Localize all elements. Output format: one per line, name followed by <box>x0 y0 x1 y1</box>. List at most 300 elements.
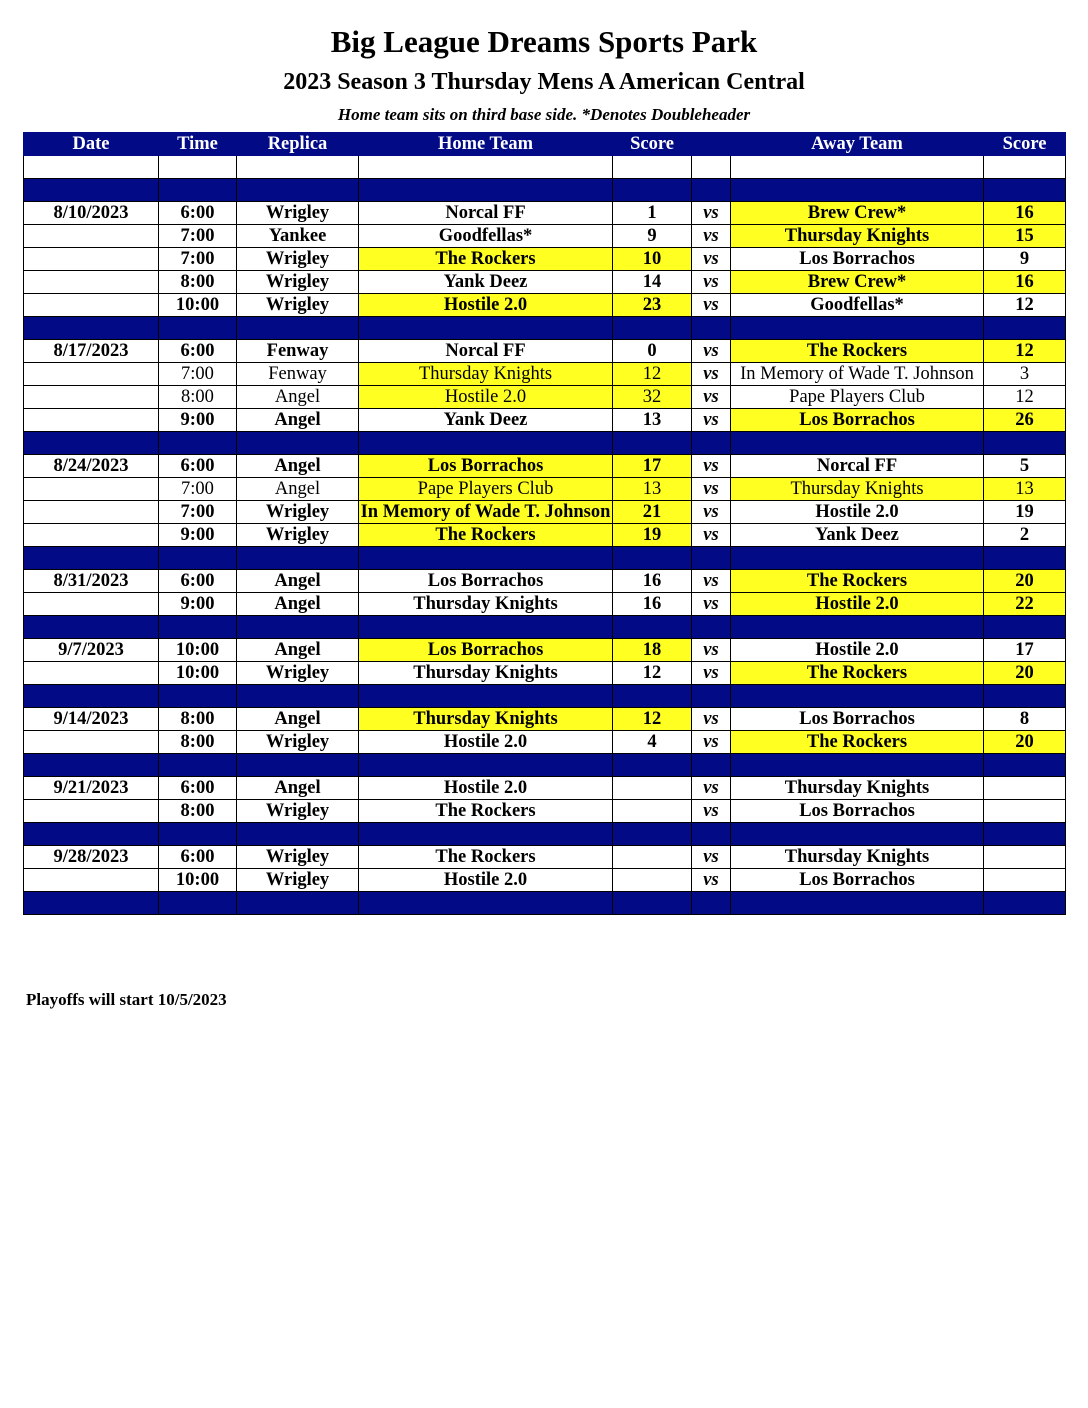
separator-cell <box>24 432 159 455</box>
away-score-cell <box>984 800 1066 823</box>
away-team-cell: Los Borrachos <box>731 708 984 731</box>
home-score-cell: 16 <box>613 570 692 593</box>
separator-cell <box>692 892 731 915</box>
separator-cell <box>237 547 359 570</box>
away-score-cell <box>984 869 1066 892</box>
home-team-cell: The Rockers <box>359 800 613 823</box>
home-score-cell <box>613 846 692 869</box>
game-row <box>24 846 1066 869</box>
away-score-cell <box>984 777 1066 800</box>
separator-cell <box>237 179 359 202</box>
game-row <box>24 501 1066 524</box>
empty-row <box>24 156 1066 179</box>
vs-cell: vs <box>692 570 731 593</box>
away-team-cell: Los Borrachos <box>731 869 984 892</box>
home-score-cell <box>613 777 692 800</box>
empty-cell <box>613 156 692 179</box>
time-cell: 10:00 <box>159 294 237 317</box>
home-score-cell <box>613 800 692 823</box>
separator-cell <box>24 317 159 340</box>
home-team-cell: Norcal FF <box>359 340 613 363</box>
replica-cell: Wrigley <box>237 501 359 524</box>
separator-cell <box>984 685 1066 708</box>
replica-cell: Angel <box>237 639 359 662</box>
date-cell <box>24 524 159 547</box>
game-row <box>24 662 1066 685</box>
home-team-cell: Goodfellas* <box>359 225 613 248</box>
home-score-cell: 9 <box>613 225 692 248</box>
separator-cell <box>613 317 692 340</box>
vs-cell: vs <box>692 225 731 248</box>
replica-cell: Wrigley <box>237 202 359 225</box>
time-cell: 7:00 <box>159 478 237 501</box>
vs-cell: vs <box>692 271 731 294</box>
separator-cell <box>692 179 731 202</box>
replica-cell: Wrigley <box>237 524 359 547</box>
away-team-cell: Thursday Knights <box>731 777 984 800</box>
separator-cell <box>731 616 984 639</box>
game-row <box>24 570 1066 593</box>
home-score-cell: 13 <box>613 409 692 432</box>
replica-cell: Wrigley <box>237 248 359 271</box>
replica-cell: Angel <box>237 478 359 501</box>
home-score-cell: 13 <box>613 478 692 501</box>
home-team-cell: Hostile 2.0 <box>359 777 613 800</box>
date-cell <box>24 271 159 294</box>
away-score-cell: 20 <box>984 731 1066 754</box>
separator-cell <box>731 892 984 915</box>
home-score-cell: 17 <box>613 455 692 478</box>
separator-cell <box>731 754 984 777</box>
home-team-cell: Los Borrachos <box>359 455 613 478</box>
time-cell: 7:00 <box>159 501 237 524</box>
vs-cell: vs <box>692 593 731 616</box>
time-cell: 10:00 <box>159 869 237 892</box>
replica-cell: Wrigley <box>237 800 359 823</box>
separator-cell <box>159 823 237 846</box>
date-cell <box>24 225 159 248</box>
date-cell: 9/7/2023 <box>24 639 159 662</box>
page-subtitle: 2023 Season 3 Thursday Mens A American Central <box>283 69 805 95</box>
separator-cell <box>24 616 159 639</box>
separator-cell <box>984 823 1066 846</box>
separator-cell <box>159 179 237 202</box>
away-score-cell: 15 <box>984 225 1066 248</box>
separator-cell <box>159 892 237 915</box>
separator-cell <box>359 754 613 777</box>
replica-cell: Wrigley <box>237 662 359 685</box>
replica-cell: Angel <box>237 570 359 593</box>
vs-cell: vs <box>692 501 731 524</box>
home-team-cell: Hostile 2.0 <box>359 731 613 754</box>
replica-cell: Wrigley <box>237 294 359 317</box>
empty-cell <box>24 156 159 179</box>
vs-cell: vs <box>692 455 731 478</box>
schedule-body <box>24 156 1066 915</box>
empty-cell <box>237 156 359 179</box>
home-score-cell: 32 <box>613 386 692 409</box>
time-cell: 9:00 <box>159 524 237 547</box>
replica-cell: Angel <box>237 455 359 478</box>
separator-cell <box>984 754 1066 777</box>
away-team-cell: Brew Crew* <box>731 202 984 225</box>
away-team-cell: Yank Deez <box>731 524 984 547</box>
time-cell: 8:00 <box>159 731 237 754</box>
time-cell: 8:00 <box>159 386 237 409</box>
home-team-cell: Thursday Knights <box>359 708 613 731</box>
separator-cell <box>984 432 1066 455</box>
home-team-cell: Thursday Knights <box>359 363 613 386</box>
home-score-cell: 19 <box>613 524 692 547</box>
separator-cell <box>692 685 731 708</box>
separator-cell <box>731 179 984 202</box>
date-cell <box>24 501 159 524</box>
away-score-cell: 12 <box>984 294 1066 317</box>
replica-cell: Fenway <box>237 340 359 363</box>
home-team-cell: Hostile 2.0 <box>359 386 613 409</box>
col-header-replica: Replica <box>237 133 359 156</box>
date-cell: 9/28/2023 <box>24 846 159 869</box>
replica-cell: Angel <box>237 777 359 800</box>
separator-row <box>24 179 1066 202</box>
vs-cell: vs <box>692 202 731 225</box>
separator-row <box>24 616 1066 639</box>
separator-cell <box>24 892 159 915</box>
separator-cell <box>237 892 359 915</box>
separator-cell <box>613 823 692 846</box>
time-cell: 6:00 <box>159 455 237 478</box>
empty-cell <box>359 156 613 179</box>
game-row <box>24 731 1066 754</box>
separator-cell <box>984 616 1066 639</box>
separator-cell <box>359 179 613 202</box>
game-row <box>24 271 1066 294</box>
col-header-time: Time <box>159 133 237 156</box>
away-team-cell: Norcal FF <box>731 455 984 478</box>
separator-cell <box>613 547 692 570</box>
away-score-cell: 17 <box>984 639 1066 662</box>
away-team-cell: Hostile 2.0 <box>731 639 984 662</box>
away-team-cell: Thursday Knights <box>731 478 984 501</box>
home-score-cell: 1 <box>613 202 692 225</box>
away-score-cell: 26 <box>984 409 1066 432</box>
separator-cell <box>984 547 1066 570</box>
game-row <box>24 639 1066 662</box>
separator-cell <box>359 317 613 340</box>
separator-cell <box>159 685 237 708</box>
separator-row <box>24 317 1066 340</box>
away-score-cell: 8 <box>984 708 1066 731</box>
col-header-home-team: Home Team <box>359 133 613 156</box>
game-row <box>24 708 1066 731</box>
vs-cell: vs <box>692 662 731 685</box>
game-row <box>24 777 1066 800</box>
separator-cell <box>692 823 731 846</box>
time-cell: 7:00 <box>159 248 237 271</box>
separator-cell <box>359 547 613 570</box>
separator-cell <box>359 685 613 708</box>
away-score-cell: 12 <box>984 386 1066 409</box>
separator-cell <box>159 754 237 777</box>
game-row <box>24 524 1066 547</box>
home-score-cell: 23 <box>613 294 692 317</box>
time-cell: 8:00 <box>159 271 237 294</box>
replica-cell: Angel <box>237 593 359 616</box>
vs-cell: vs <box>692 363 731 386</box>
home-team-cell: Hostile 2.0 <box>359 869 613 892</box>
separator-cell <box>24 754 159 777</box>
away-score-cell: 16 <box>984 202 1066 225</box>
page-note: Home team sits on third base side. *Denotes Doubleheader <box>337 105 751 124</box>
home-team-cell: Pape Players Club <box>359 478 613 501</box>
separator-row <box>24 547 1066 570</box>
col-header-date: Date <box>24 133 159 156</box>
separator-cell <box>613 754 692 777</box>
vs-cell: vs <box>692 800 731 823</box>
game-row <box>24 225 1066 248</box>
away-score-cell: 3 <box>984 363 1066 386</box>
home-score-cell: 16 <box>613 593 692 616</box>
vs-cell: vs <box>692 869 731 892</box>
time-cell: 10:00 <box>159 662 237 685</box>
separator-cell <box>359 432 613 455</box>
separator-cell <box>359 892 613 915</box>
separator-cell <box>159 317 237 340</box>
empty-cell <box>159 156 237 179</box>
date-cell <box>24 869 159 892</box>
home-team-cell: Norcal FF <box>359 202 613 225</box>
separator-row <box>24 685 1066 708</box>
replica-cell: Angel <box>237 409 359 432</box>
game-row <box>24 363 1066 386</box>
away-team-cell: The Rockers <box>731 340 984 363</box>
home-team-cell: The Rockers <box>359 248 613 271</box>
separator-cell <box>613 432 692 455</box>
vs-cell: vs <box>692 248 731 271</box>
col-header-vs <box>692 133 731 156</box>
date-cell <box>24 731 159 754</box>
away-team-cell: Goodfellas* <box>731 294 984 317</box>
home-team-cell: The Rockers <box>359 524 613 547</box>
date-cell <box>24 593 159 616</box>
date-cell <box>24 800 159 823</box>
date-cell: 9/21/2023 <box>24 777 159 800</box>
away-team-cell: The Rockers <box>731 662 984 685</box>
game-row <box>24 248 1066 271</box>
away-team-cell: Thursday Knights <box>731 225 984 248</box>
separator-cell <box>731 432 984 455</box>
away-team-cell: In Memory of Wade T. Johnson <box>731 363 984 386</box>
empty-cell <box>692 156 731 179</box>
separator-cell <box>237 685 359 708</box>
date-cell: 9/14/2023 <box>24 708 159 731</box>
home-score-cell: 12 <box>613 363 692 386</box>
time-cell: 8:00 <box>159 708 237 731</box>
date-cell: 8/24/2023 <box>24 455 159 478</box>
separator-cell <box>159 432 237 455</box>
replica-cell: Angel <box>237 708 359 731</box>
home-score-cell: 14 <box>613 271 692 294</box>
home-score-cell: 10 <box>613 248 692 271</box>
replica-cell: Wrigley <box>237 869 359 892</box>
date-cell: 8/17/2023 <box>24 340 159 363</box>
date-cell <box>24 386 159 409</box>
vs-cell: vs <box>692 294 731 317</box>
separator-row <box>24 432 1066 455</box>
separator-cell <box>613 892 692 915</box>
date-cell <box>24 409 159 432</box>
col-header-home-score: Score <box>613 133 692 156</box>
vs-cell: vs <box>692 639 731 662</box>
separator-cell <box>237 317 359 340</box>
away-team-cell: Thursday Knights <box>731 846 984 869</box>
empty-cell <box>984 156 1066 179</box>
time-cell: 10:00 <box>159 639 237 662</box>
separator-cell <box>24 823 159 846</box>
game-row <box>24 386 1066 409</box>
vs-cell: vs <box>692 777 731 800</box>
away-score-cell: 20 <box>984 662 1066 685</box>
away-score-cell: 16 <box>984 271 1066 294</box>
home-team-cell: Los Borrachos <box>359 570 613 593</box>
replica-cell: Yankee <box>237 225 359 248</box>
separator-cell <box>237 754 359 777</box>
away-score-cell: 9 <box>984 248 1066 271</box>
game-row <box>24 869 1066 892</box>
separator-row <box>24 892 1066 915</box>
game-row <box>24 340 1066 363</box>
away-score-cell: 13 <box>984 478 1066 501</box>
away-score-cell <box>984 846 1066 869</box>
separator-cell <box>359 616 613 639</box>
separator-cell <box>731 823 984 846</box>
replica-cell: Angel <box>237 386 359 409</box>
away-team-cell: Los Borrachos <box>731 409 984 432</box>
home-score-cell: 12 <box>613 662 692 685</box>
away-team-cell: The Rockers <box>731 570 984 593</box>
away-score-cell: 5 <box>984 455 1066 478</box>
date-cell <box>24 363 159 386</box>
separator-cell <box>237 432 359 455</box>
separator-cell <box>613 685 692 708</box>
away-score-cell: 2 <box>984 524 1066 547</box>
time-cell: 6:00 <box>159 777 237 800</box>
home-score-cell: 12 <box>613 708 692 731</box>
date-cell <box>24 478 159 501</box>
vs-cell: vs <box>692 708 731 731</box>
separator-cell <box>731 317 984 340</box>
separator-cell <box>613 179 692 202</box>
separator-cell <box>159 547 237 570</box>
separator-row <box>24 754 1066 777</box>
game-row <box>24 202 1066 225</box>
away-score-cell: 20 <box>984 570 1066 593</box>
separator-cell <box>984 892 1066 915</box>
separator-cell <box>731 547 984 570</box>
home-score-cell: 0 <box>613 340 692 363</box>
vs-cell: vs <box>692 409 731 432</box>
time-cell: 6:00 <box>159 202 237 225</box>
away-score-cell: 19 <box>984 501 1066 524</box>
replica-cell: Wrigley <box>237 846 359 869</box>
col-header-away-team: Away Team <box>731 133 984 156</box>
header-row <box>24 133 1066 156</box>
date-cell: 8/10/2023 <box>24 202 159 225</box>
away-score-cell: 22 <box>984 593 1066 616</box>
separator-cell <box>24 547 159 570</box>
separator-cell <box>692 616 731 639</box>
empty-cell <box>731 156 984 179</box>
away-team-cell: Hostile 2.0 <box>731 593 984 616</box>
separator-cell <box>692 547 731 570</box>
vs-cell: vs <box>692 386 731 409</box>
schedule-table <box>23 132 1066 915</box>
time-cell: 6:00 <box>159 846 237 869</box>
home-team-cell: Yank Deez <box>359 409 613 432</box>
separator-cell <box>731 685 984 708</box>
home-team-cell: Thursday Knights <box>359 593 613 616</box>
replica-cell: Wrigley <box>237 271 359 294</box>
separator-cell <box>359 823 613 846</box>
home-score-cell: 4 <box>613 731 692 754</box>
separator-cell <box>159 616 237 639</box>
replica-cell: Wrigley <box>237 731 359 754</box>
home-team-cell: In Memory of Wade T. Johnson <box>359 501 613 524</box>
separator-cell <box>692 754 731 777</box>
separator-cell <box>692 317 731 340</box>
home-team-cell: Los Borrachos <box>359 639 613 662</box>
home-team-cell: Hostile 2.0 <box>359 294 613 317</box>
home-team-cell: The Rockers <box>359 846 613 869</box>
time-cell: 9:00 <box>159 409 237 432</box>
home-team-cell: Thursday Knights <box>359 662 613 685</box>
col-header-away-score: Score <box>984 133 1066 156</box>
time-cell: 6:00 <box>159 570 237 593</box>
away-team-cell: Los Borrachos <box>731 248 984 271</box>
date-cell <box>24 248 159 271</box>
home-score-cell: 18 <box>613 639 692 662</box>
separator-row <box>24 823 1066 846</box>
separator-cell <box>692 432 731 455</box>
time-cell: 7:00 <box>159 363 237 386</box>
separator-cell <box>984 179 1066 202</box>
away-score-cell: 12 <box>984 340 1066 363</box>
game-row <box>24 478 1066 501</box>
away-team-cell: Pape Players Club <box>731 386 984 409</box>
separator-cell <box>984 317 1066 340</box>
away-team-cell: Brew Crew* <box>731 271 984 294</box>
time-cell: 7:00 <box>159 225 237 248</box>
separator-cell <box>237 616 359 639</box>
away-team-cell: Los Borrachos <box>731 800 984 823</box>
game-row <box>24 800 1066 823</box>
time-cell: 9:00 <box>159 593 237 616</box>
separator-cell <box>24 179 159 202</box>
separator-cell <box>237 823 359 846</box>
date-cell: 8/31/2023 <box>24 570 159 593</box>
vs-cell: vs <box>692 731 731 754</box>
time-cell: 6:00 <box>159 340 237 363</box>
page-title: Big League Dreams Sports Park <box>330 24 758 59</box>
vs-cell: vs <box>692 524 731 547</box>
home-score-cell <box>613 869 692 892</box>
date-cell <box>24 662 159 685</box>
replica-cell: Fenway <box>237 363 359 386</box>
game-row <box>24 294 1066 317</box>
home-score-cell: 21 <box>613 501 692 524</box>
date-cell <box>24 294 159 317</box>
separator-cell <box>613 616 692 639</box>
